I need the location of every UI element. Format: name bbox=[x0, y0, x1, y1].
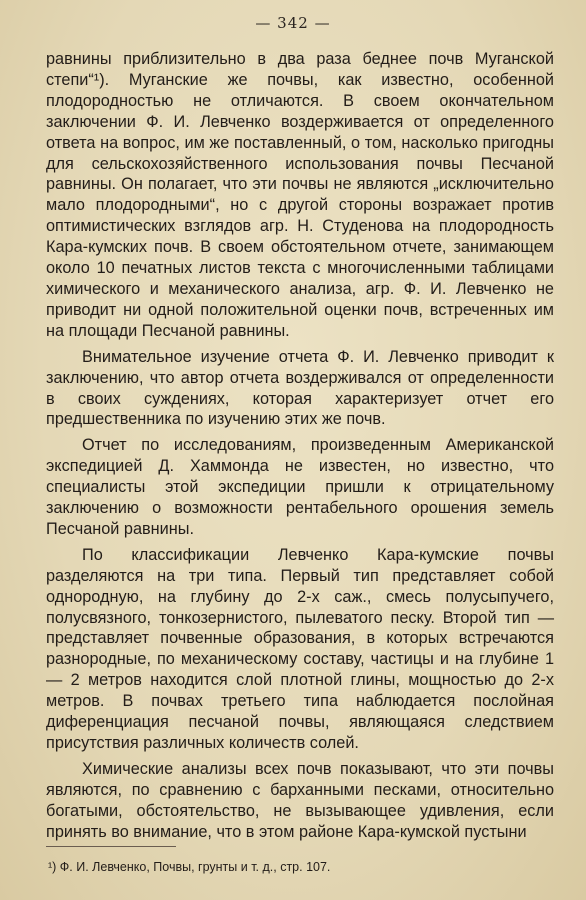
paragraph-4: По классификации Левченко Кара-кумские почвы разделяются на три типа. Первый тип представляет собой однородную, на глубину до 2-х саж., смесь полусыпучего, полусвязного, тонкозернистого, пылеватого песку. Второй тип — представляет почвенные образования, в которых встречаются разнородные, по механическому составу, частицы и на глубине 1 — 2 метров находится слой плотной глины, мощностью до 2-х метров. В почвах третьего типа наблюдается послойная диференциация песчаной почвы, являющаяся следствием присутствия различных количеств солей. bbox=[46, 545, 554, 752]
paragraph-3: Отчет по исследованиям, произведенным Американской экспедицией Д. Хаммонда не известен, но известно, что специалисты этой экспедиции пришли к отрицательному заключению о возможности рентабельного орошения земель Песчаной равнины. bbox=[46, 436, 554, 538]
paragraph-1: равнины приблизительно в два раза беднее почв Муганской степи“¹). Муганские же почвы, как известно, особенной плодородностью не отличаются. В своем окончательном заключении Ф. И. Левченко воздерживается от определенного ответа на вопрос, им же поставленный, о том, насколько пригодны для сельскохозяйственного использования почвы Песчаной равнины. Он полагает, что эти почвы не являются „исключительно мало плодородными“, но с другой стороны возражает против оптимистических взглядов агр. Н. Студенова на плодородность Кара-кумских почв. В своем обстоятельном отчете, занимающем около 10 печатных листов текста с многочисленными таблицами химического и механического анализа, агр. Ф. И. Левченко не приводит ни одной положительной оценки почв, встреченных им на площади Песчаной равнины. bbox=[46, 50, 554, 340]
paragraph-5: Химические анализы всех почв показывают, что эти почвы являются, по сравнению с барханными песками, относительно богатыми, обстоятельство, не вызывающее удивления, если принять во внимание, что в этом районе Кара-кумской пустыни bbox=[46, 759, 554, 841]
body-text bbox=[46, 49, 554, 848]
footnote-divider bbox=[46, 846, 176, 847]
paragraph-2: Внимательное изучение отчета Ф. И. Левченко приводит к заключению, что автор отчета воздерживался от определенности в своих суждениях, которая характеризует отчет его предшественника по изучению этих же почв. bbox=[46, 347, 554, 429]
footnote: ¹) Ф. И. Левченко, Почвы, грунты и т. д., стр. 107. bbox=[48, 860, 331, 874]
page-number: — 342 — bbox=[255, 14, 331, 32]
